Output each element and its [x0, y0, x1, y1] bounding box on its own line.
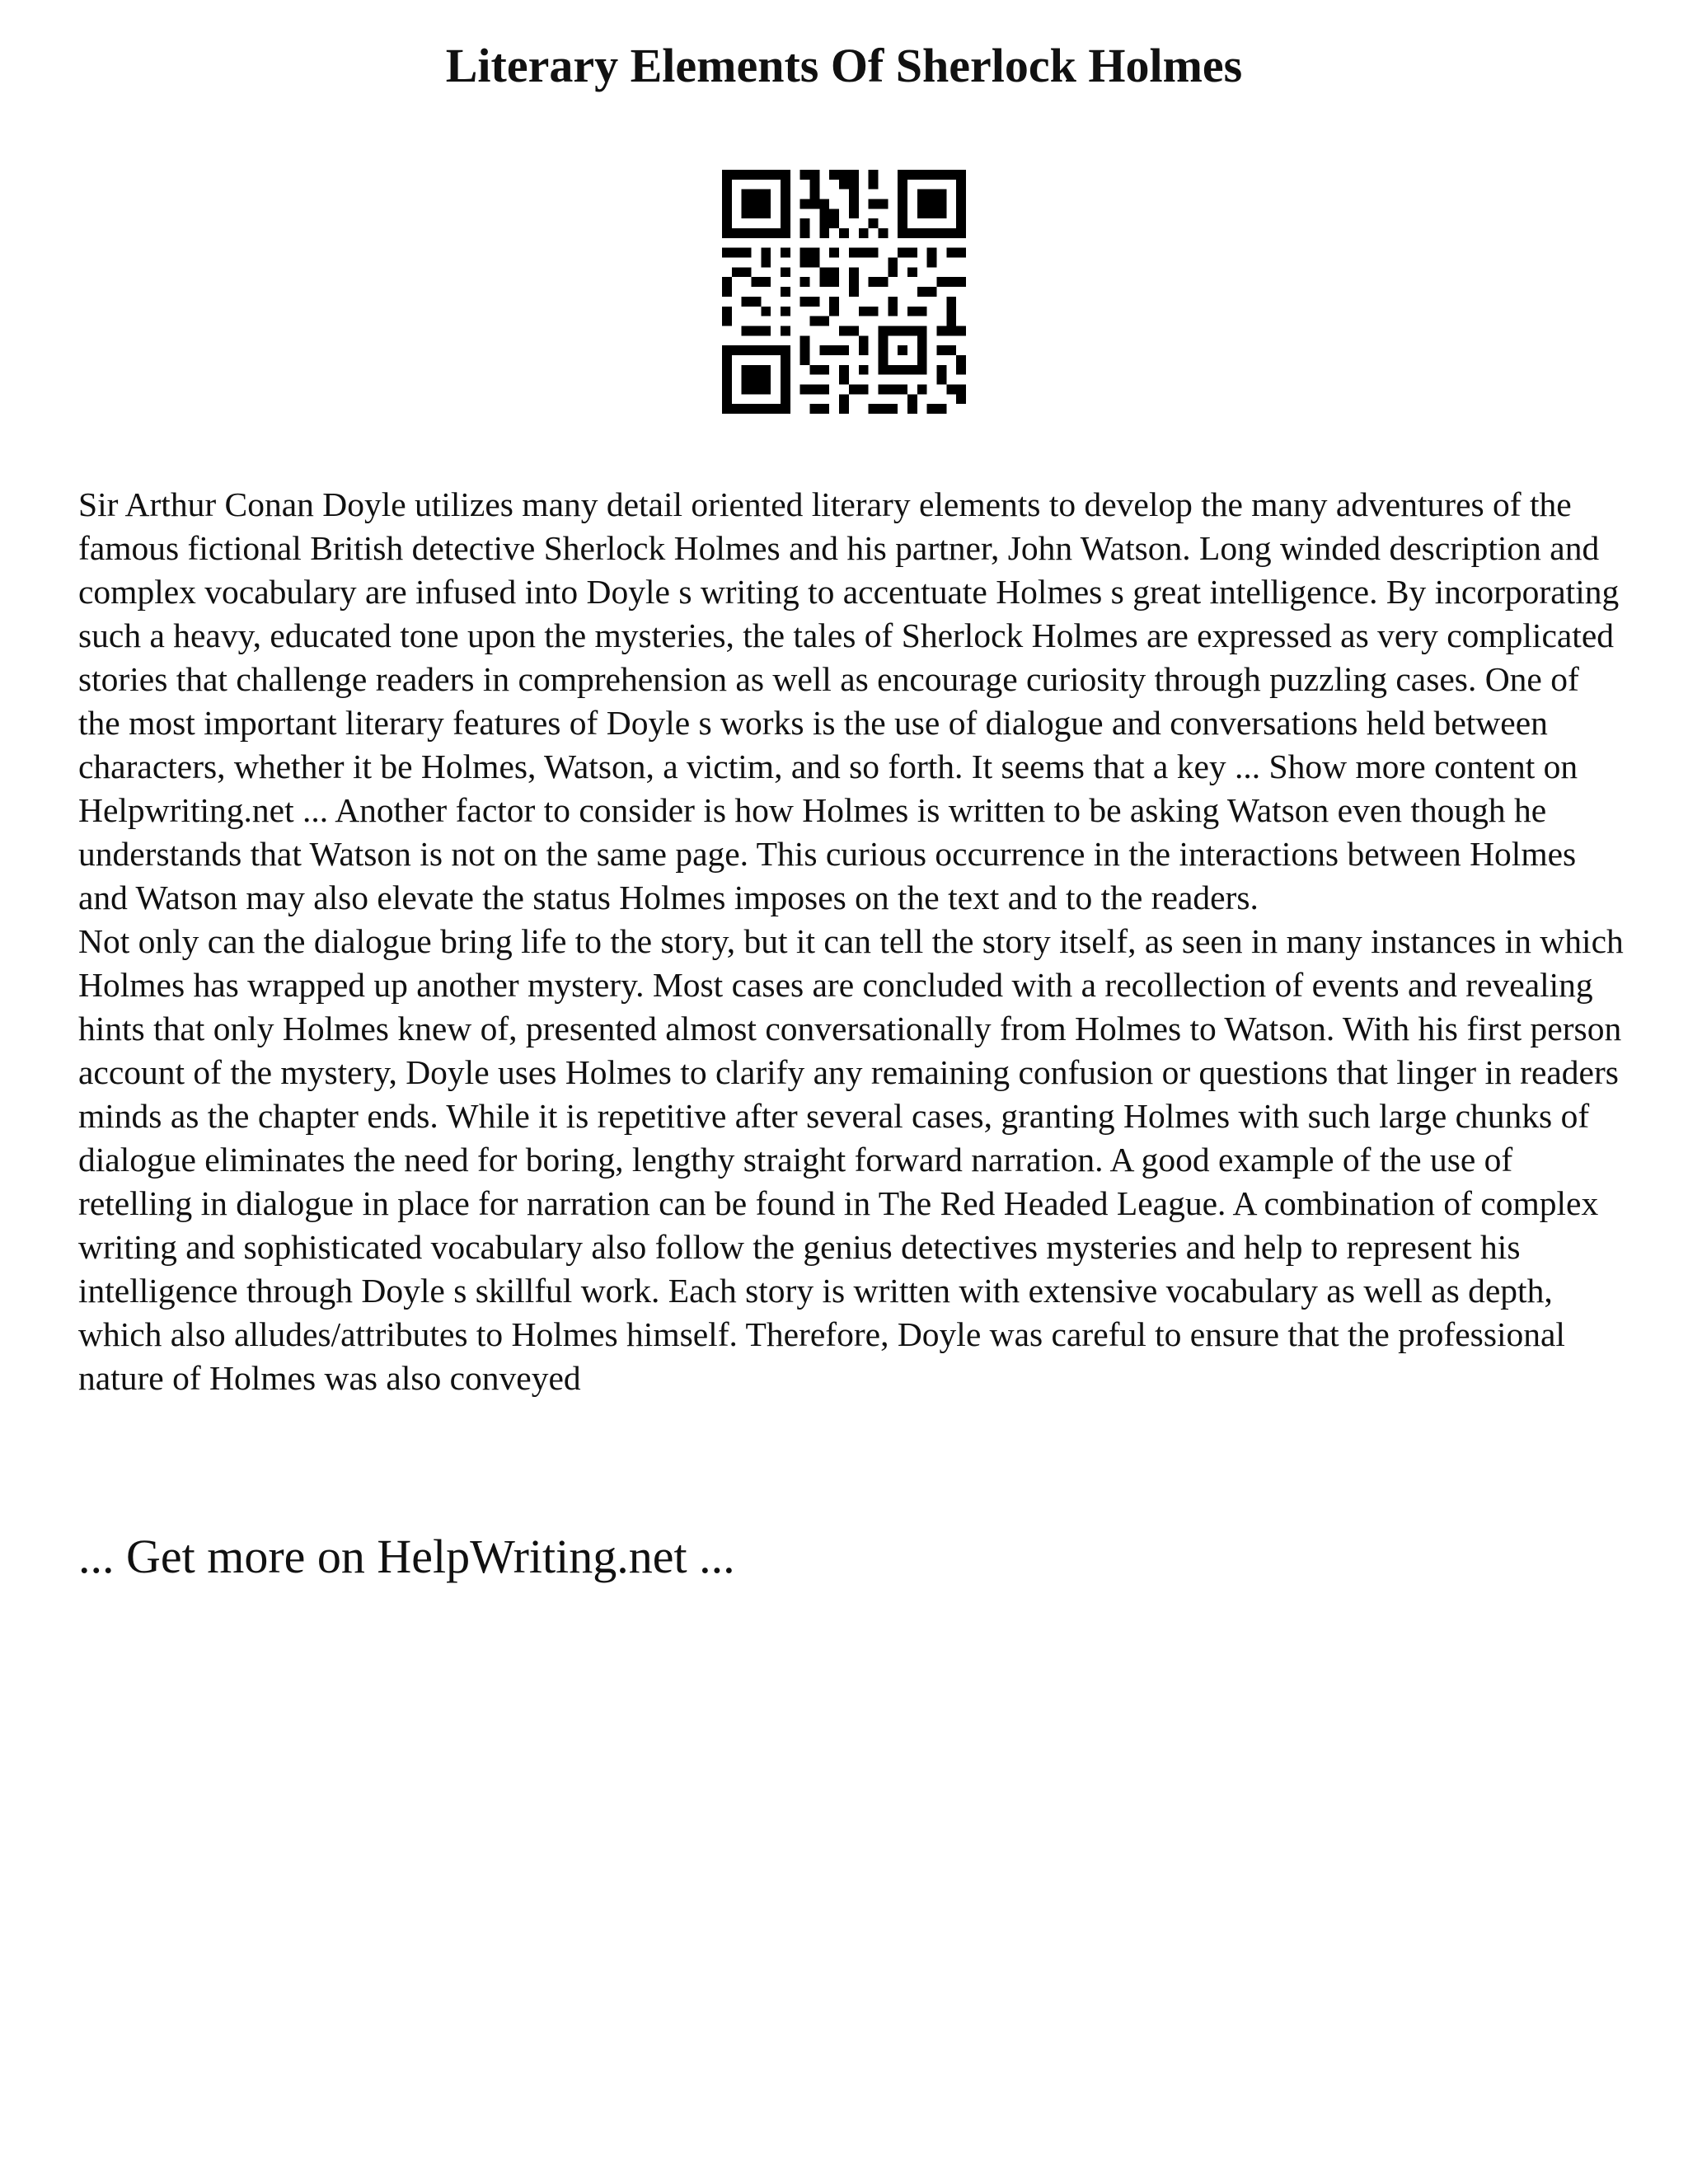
page-title: Literary Elements Of Sherlock Holmes: [445, 39, 1243, 92]
article-body: [78, 483, 1628, 1400]
paragraph-2: Not only can the dialogue bring life to the story, but it can tell the story itself, as seen in many instances in which Holmes has wrapped up another mystery. Most cases are concluded with a recollection of events and revealing hints that only Holmes knew of, presented almost conversationally from Holmes to Watson. With his first person account of the mystery, Doyle uses Holmes to clarify any remaining confusion or questions that linger in readers minds as the chapter ends. While it is repetitive after several cases, granting Holmes with such large chunks of dialogue eliminates the need for boring, lengthy straight forward narration. A good example of the use of retelling in dialogue in place for narration can be found in The Red Headed League. A combination of complex writing and sophisticated vocabulary also follow the genius detectives mysteries and help to represent his intelligence through Doyle s skillful work. Each story is written with extensive vocabulary as well as depth, which also alludes/attributes to Holmes himself. Therefore, Doyle was careful to ensure that the professional nature of Holmes was also conveyed: [78, 922, 1624, 1397]
qr-code-icon: [722, 170, 966, 414]
get-more-link[interactable]: ... Get more on HelpWriting.net ...: [78, 1530, 735, 1583]
paragraph-1: Sir Arthur Conan Doyle utilizes many detail oriented literary elements to develop the many adventures of the famous fictional British detective Sherlock Holmes and his partner, John Watson. Long winded description and complex vocabulary are infused into Doyle s writing to accentuate Holmes s great intelligence. By incorporating such a heavy, educated tone upon the mysteries, the tales of Sherlock Holmes are expressed as very complicated stories that challenge readers in comprehension as well as encourage curiosity through puzzling cases. One of the most important literary features of Doyle s works is the use of dialogue and conversations held between characters, whether it be Holmes, Watson, a victim, and so forth. It seems that a key ... Show more content on Helpwriting.net ... Another factor to consider is how Holmes is written to be asking Watson even though he understands that Watson is not on the same page. This curious occurrence in the interactions between Holmes and Watson may also elevate the status Holmes imposes on the text and to the readers.: [78, 485, 1620, 916]
